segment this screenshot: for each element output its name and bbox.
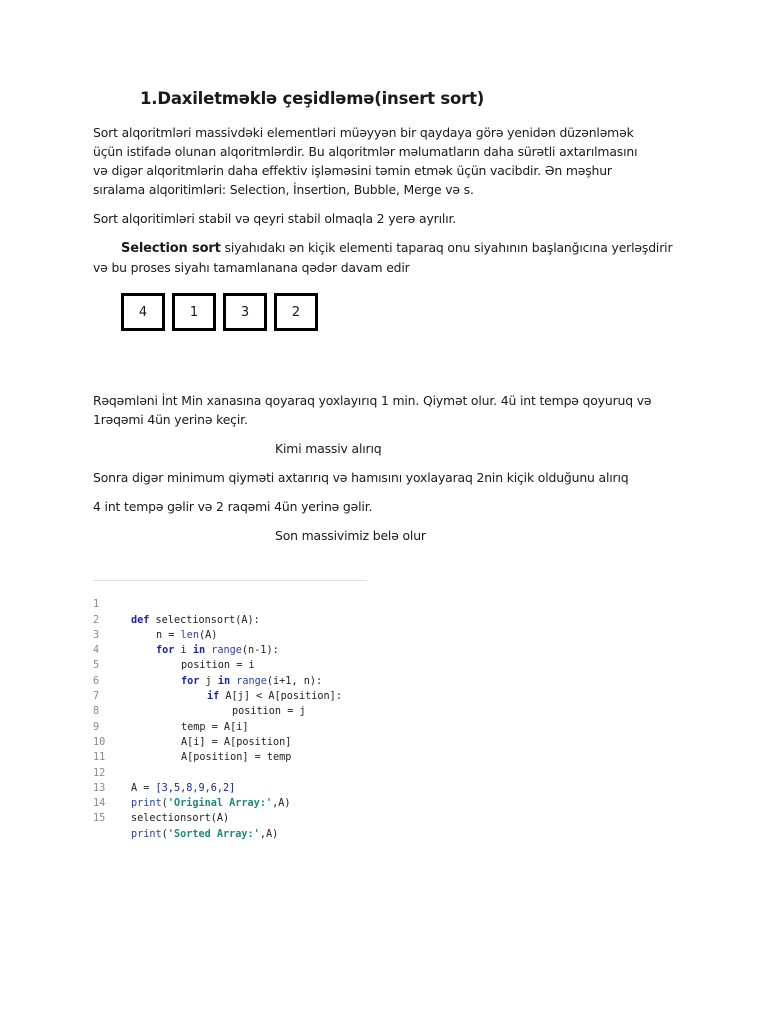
code-token: selectionsort(A):	[149, 614, 260, 626]
selection-sort-term: Selection sort	[121, 241, 221, 256]
line-number: 2	[93, 614, 100, 626]
code-token: (i+1, n):	[266, 675, 323, 687]
code-token: for	[181, 675, 200, 687]
stable-line: Sort alqoritimləri stabil və qeyri stabil olmaqla 2 yerə ayrılır.	[93, 211, 457, 226]
code-token: if	[207, 691, 220, 703]
line-number: 14	[93, 798, 106, 810]
step-line-5: 4 int tempə gəlir və 2 raqəmi 4ün yerinə gəlir.	[93, 499, 373, 514]
code-token: len	[180, 629, 199, 641]
array-boxes	[121, 293, 325, 331]
code-token: range	[236, 675, 267, 687]
code-token: range	[211, 645, 242, 657]
step-paragraph-4	[93, 497, 693, 516]
intro-line-1: Sort alqoritmləri massivdəki elementləri müəyyən bir qaydaya görə yenidən düzənləmək	[93, 125, 634, 140]
code-token: i	[174, 645, 193, 657]
code-screenshot	[93, 582, 367, 840]
code-token: position = i	[181, 660, 255, 672]
code-line	[93, 582, 367, 626]
intro-line-2: üçün istifadə olunan alqoritmlərdir. Bu alqoritmlər məlumatların daha sürətli axtarılmasını	[93, 144, 638, 159]
code-token: (	[161, 798, 168, 810]
code-token: A[j] < A[position]:	[219, 691, 342, 703]
code-token: 'Sorted Array:'	[167, 828, 260, 840]
code-token: [3,5,8,9,6,2]	[155, 782, 236, 794]
line-number: 5	[93, 660, 100, 672]
selection-line-1	[93, 238, 693, 258]
code-token: ,A)	[272, 798, 291, 810]
code-token: j	[199, 675, 218, 687]
selection-line-1-rest: siyahıdakı ən kiçik elementi taparaq onu siyahının başlanğıcına yerləşdirir	[220, 240, 673, 255]
line-number: 6	[93, 675, 100, 687]
array-box: 2	[274, 293, 318, 331]
array-box: 1	[172, 293, 216, 331]
line-number: 11	[93, 752, 106, 764]
step-line-3: Kimi massiv alırıq	[275, 441, 382, 456]
code-top-border	[93, 580, 367, 581]
step-paragraph-5	[275, 526, 575, 545]
code-token: selectionsort(A)	[131, 813, 230, 825]
line-number: 8	[93, 706, 100, 718]
line-number: 13	[93, 782, 106, 794]
code-token: print	[131, 798, 162, 810]
code-token: for	[156, 645, 175, 657]
step-paragraph-1	[93, 391, 693, 429]
stable-paragraph	[93, 209, 693, 228]
code-token: ,A)	[259, 828, 279, 840]
document-title: 1.Daxiletməklə çeşidləmə(insert sort)	[140, 89, 485, 108]
code-token: temp = A[i]	[181, 721, 249, 733]
code-token: (A)	[198, 629, 218, 641]
code-token: A[position] = temp	[181, 752, 292, 764]
intro-line-3: və digər alqoritmlərin daha effektiv işləməsini təmin etmək üçün vacibdir. Ən məşhur	[93, 163, 612, 178]
code-token: def	[131, 614, 150, 626]
code-token: (n-1):	[241, 645, 279, 657]
code-token: (	[161, 828, 168, 840]
line-number: 7	[93, 691, 100, 703]
array-box: 3	[223, 293, 267, 331]
step-line-4: Sonra digər minimum qiyməti axtarırıq və hamısını yoxlayaraq 2nin kiçik olduğunu alırıq	[93, 470, 629, 485]
code-token: print	[131, 828, 162, 840]
line-number: 15	[93, 813, 106, 825]
step-paragraph-2	[275, 439, 575, 458]
array-box: 4	[121, 293, 165, 331]
line-number: 1	[93, 599, 100, 611]
code-token: n =	[156, 629, 181, 641]
line-number: 9	[93, 721, 100, 733]
step-line-2: 1rəqəmi 4ün yerinə keçir.	[93, 412, 248, 427]
code-token: A =	[131, 782, 156, 794]
selection-paragraph	[93, 238, 693, 277]
intro-paragraph	[93, 123, 693, 199]
step-line-1: Rəqəmləni İnt Min xanasına qoyaraq yoxlayırıq 1 min. Qiymət olur. 4ü int tempə qoyuruq və	[93, 393, 652, 408]
line-number: 12	[93, 767, 106, 779]
step-line-6: Son massivimiz belə olur	[275, 528, 426, 543]
code-token: A[i] = A[position]	[181, 736, 292, 748]
code-token: in	[192, 645, 206, 657]
line-number: 3	[93, 629, 100, 641]
code-token: position = j	[232, 706, 306, 718]
code-token: 'Original Array:'	[167, 798, 273, 810]
line-number: 10	[93, 736, 106, 748]
line-number: 4	[93, 645, 100, 657]
code-token: in	[217, 675, 231, 687]
intro-line-4: sıralama alqoritimləri: Selection, İnsertion, Bubble, Merge və s.	[93, 182, 474, 197]
step-paragraph-3	[93, 468, 693, 487]
selection-line-2: və bu proses siyahı tamamlanana qədər davam edir	[93, 260, 410, 275]
